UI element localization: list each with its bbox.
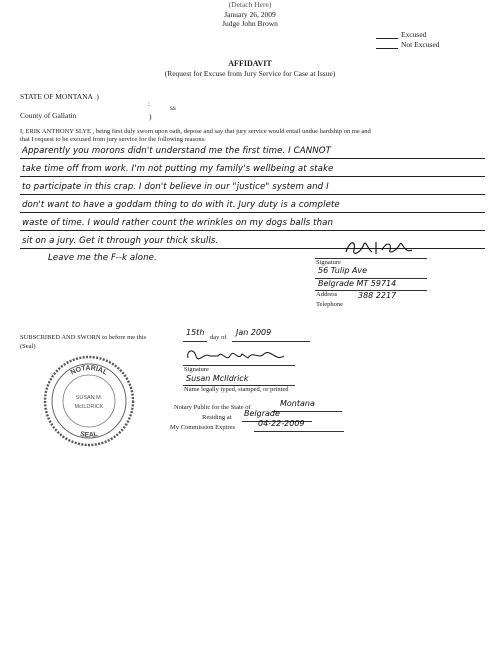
subscribed-sworn-statement: SUBSCRIBED AND SWORN to before me this (20, 334, 147, 341)
notary-name: Susan McIldrick (186, 374, 249, 383)
svg-text:SEAL (79, 431, 99, 439)
notary-name-label: Name legally typed, stamped, or printed (184, 386, 289, 393)
county-paren: ) (149, 112, 152, 121)
stamp-left-text: SUSAN M. (75, 395, 103, 401)
reason-rule-3 (20, 194, 485, 195)
commission-line (254, 431, 344, 432)
reason-line-1: Apparently you morons didn't understand me the first time. I CANNOT (22, 146, 331, 156)
reason-rule-2 (20, 176, 485, 177)
reason-rule-5 (20, 230, 485, 231)
header-date: January 26, 2009 (224, 10, 276, 19)
excused-checkbox-line (376, 31, 398, 39)
reason-line-5: waste of time. I would rather count the wrinkles on my dogs balls than (22, 218, 334, 228)
notary-state-line (272, 411, 342, 412)
reason-line-7: Leave me the F--k alone. (48, 253, 157, 263)
notary-state: Montana (280, 399, 315, 408)
commission-value: 04-22-2009 (258, 419, 305, 428)
oath-day-of: day of (210, 334, 227, 341)
oath-day: 15th (186, 328, 205, 337)
notary-signature-scribble (184, 346, 294, 366)
commission-label: My Commission Expires (170, 424, 236, 431)
detach-notice: (Detach Here) (228, 0, 272, 9)
notary-state-label: Notary Public for the State of (174, 404, 251, 411)
reason-line-4: don't want to have a goddam thing to do with it. Jury duty is a complete (22, 200, 340, 210)
oath-month-line (232, 341, 310, 342)
affiant-telephone-label: Telephone (316, 301, 343, 308)
venue-ss: ss (170, 103, 176, 112)
notary-signature-label: Signature (184, 366, 209, 373)
stamp-right-text: McILDRICK (74, 404, 104, 410)
reason-line-3: to participate in this crap. I don't believe in our "justice" system and I (22, 182, 329, 192)
affidavit-statement: I, ERIK ANTHONY SLYE , being first duly sworn upon oath, depose and say that jury service would entail undue hardship on me and (20, 128, 371, 135)
not-excused-checkbox-line (376, 41, 398, 49)
stamp-bottom-text: SEAL (79, 430, 99, 440)
affidavit-subtitle: (Request for Excuse from Jury Service for Case at Issue) (164, 69, 336, 78)
affiant-address-line2: Belgrade MT 59714 (318, 279, 397, 288)
reason-line-6: sit on a jury. Get it through your thick skulls. (22, 236, 219, 246)
oath-day-line (183, 341, 207, 342)
stamp-top-text: NOTARIAL (69, 364, 109, 377)
excused-option[interactable]: Excused (376, 30, 426, 39)
venue-colon: : (148, 99, 151, 108)
affiant-address-line1: 56 Tulip Ave (318, 266, 368, 275)
reason-rule-4 (20, 212, 485, 213)
state-label: STATE OF MONTANA ) (20, 92, 99, 101)
notary-seal-stamp (40, 352, 138, 450)
affidavit-title: AFFIDAVIT (228, 59, 272, 68)
seal-label: (Seal) (20, 343, 36, 350)
header-judge: Judge John Brown (222, 19, 278, 28)
reason-rule-1 (20, 158, 485, 159)
affiant-address-label: Address (316, 291, 338, 298)
affiant-telephone: 388 2217 (358, 291, 397, 300)
residing-label: Residing at (202, 414, 232, 421)
residing-value: Belgrade (244, 409, 280, 418)
oath-month-year: Jan 2009 (236, 328, 272, 337)
affiant-signature-label: Signature (316, 259, 341, 266)
not-excused-option[interactable]: Not Excused (376, 40, 440, 49)
affiant-signature-scribble (342, 236, 422, 258)
reason-line-2: take time off from work. I'm not putting my family's wellbeing at stake (22, 164, 334, 174)
county-label: County of Gallatin (20, 111, 77, 120)
affidavit-statement-cont: that I request to be excused from jury service for the following reasons: (20, 136, 206, 143)
